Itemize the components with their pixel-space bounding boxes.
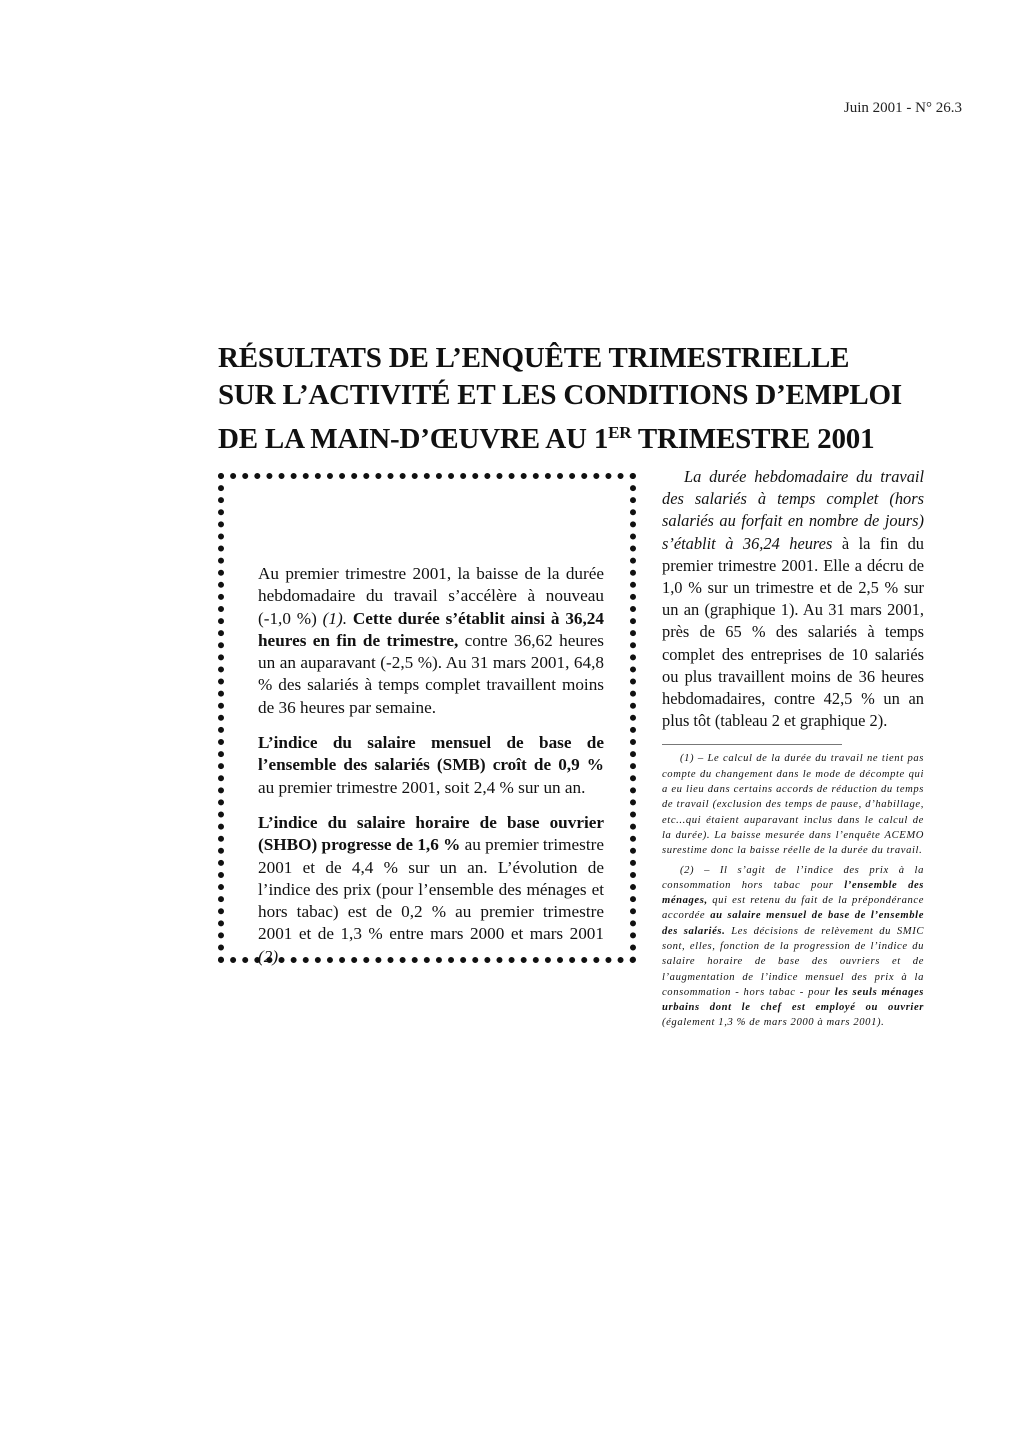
title-line-3	[218, 423, 874, 455]
summary-p2-bold: L’indice du salaire mensuel de base de l’ensemble des salariés (SMB) croît de 0,9 %	[258, 733, 604, 775]
footnotes	[662, 751, 924, 1030]
footnote-2-bold-2: au salaire mensuel de base de l’ensemble des salariés.	[662, 910, 924, 937]
footnote-2	[662, 863, 924, 1031]
footnote-ref-2: (2).	[258, 946, 283, 966]
summary-box	[218, 473, 636, 966]
footnote-2-bold-1: l’ensemble des ménages,	[662, 879, 924, 907]
footnote-divider	[662, 744, 842, 745]
issue-reference: Juin 2001 - N° 26.3	[843, 100, 962, 116]
summary-p3-bold: L’indice du salaire horaire de base ouvrier (SHBO) progresse de 1,6 %	[258, 812, 604, 855]
page-title	[218, 340, 938, 458]
summary-p1-rest: contre 36,62 heures un an auparavant (-2,5 %). Au 31 mars 2001, 64,8 % des salariés à temps complet travaillent moins de 36 heures par semaine.	[258, 630, 604, 717]
summary-paragraph-1	[258, 563, 604, 719]
summary-p3-rest: au premier trimestre 2001 et de 4,4 % sur un an. L’évolution de l’indice des prix (pour l’ensemble des ménages et hors tabac) est de 0,2 % au premier trimestre 2001 et de 1,3 % entre mars 2000 et mars 2001	[258, 835, 604, 944]
title-line-1: RÉSULTATS DE L’ENQUÊTE TRIMESTRIELLE	[218, 342, 850, 374]
summary-p1-text: Au premier trimestre 2001, la baisse de la durée hebdomadaire du travail s’accélère à nouveau (-1,0 %)	[258, 564, 604, 628]
summary-p1-bold: Cette durée s’établit ainsi à 36,24 heures en fin de trimestre,	[258, 608, 604, 650]
right-column	[662, 466, 924, 1035]
title-line-3-text: DE LA MAIN-D’ŒUVRE AU 1	[218, 423, 609, 455]
summary-paragraph-2	[258, 732, 604, 799]
footnote-ref-1: (1).	[322, 608, 347, 628]
title-superscript: ER	[608, 423, 632, 442]
summary-text	[258, 563, 604, 981]
title-line-2: SUR L’ACTIVITÉ ET LES CONDITIONS D’EMPLOI	[218, 379, 902, 411]
footnote-2-a: (2) – Il s’agit de l’indice des prix à la consommation hors tabac pour	[662, 864, 924, 891]
summary-p2-rest: au premier trimestre 2001, soit 2,4 % sur un an.	[258, 777, 586, 797]
title-line-3-end: TRIMESTRE 2001	[631, 423, 875, 455]
intro-paragraph	[662, 466, 924, 732]
footnote-2-e: (également 1,3 % de mars 2000 à mars 2001).	[662, 1017, 885, 1029]
footnote-2-bold-3: les seuls ménages urbains dont le chef est employé ou ouvrier	[662, 986, 924, 1014]
intro-italic: La durée hebdomadaire du travail des salariés à temps complet (hors salariés au forfait en nombre de jours) s’établit à 36,24 heures	[662, 467, 924, 553]
footnote-2-c: qui est retenu du fait de la prépondérance accordée	[662, 895, 924, 922]
footnote-1: (1) – Le calcul de la durée du travail ne tient pas compte du changement dans le mode de décompte qui a eu lieu dans certains accords de réduction du temps de travail (exclusion des temps de pause, d’habillage, etc...qui étaient auparavant inclus dans le calcul de la durée). La baisse mesurée dans l’enquête ACEMO surestime donc la baisse réelle de la durée du travail.	[662, 753, 924, 857]
summary-paragraph-3	[258, 812, 604, 968]
footnote-2-d: Les décisions de relèvement du SMIC sont, elles, fonction de la progression de l’indice du salaire horaire de base des ouvriers et de l’augmentation de l’indice mensuel des prix à la consommation - hors tabac - pour	[662, 925, 924, 998]
intro-rest: à la fin du premier trimestre 2001. Elle a décru de 1,0 % sur un trimestre et de 2,5 % sur un an (graphique 1). Au 31 mars 2001, près de 65 % des salariés à temps complet des entreprises de 10 salariés ou plus travaillent moins de 36 heures hebdomadaires, contre 42,5 % un an plus tôt (tableau 2 et graphique 2).	[662, 533, 924, 731]
